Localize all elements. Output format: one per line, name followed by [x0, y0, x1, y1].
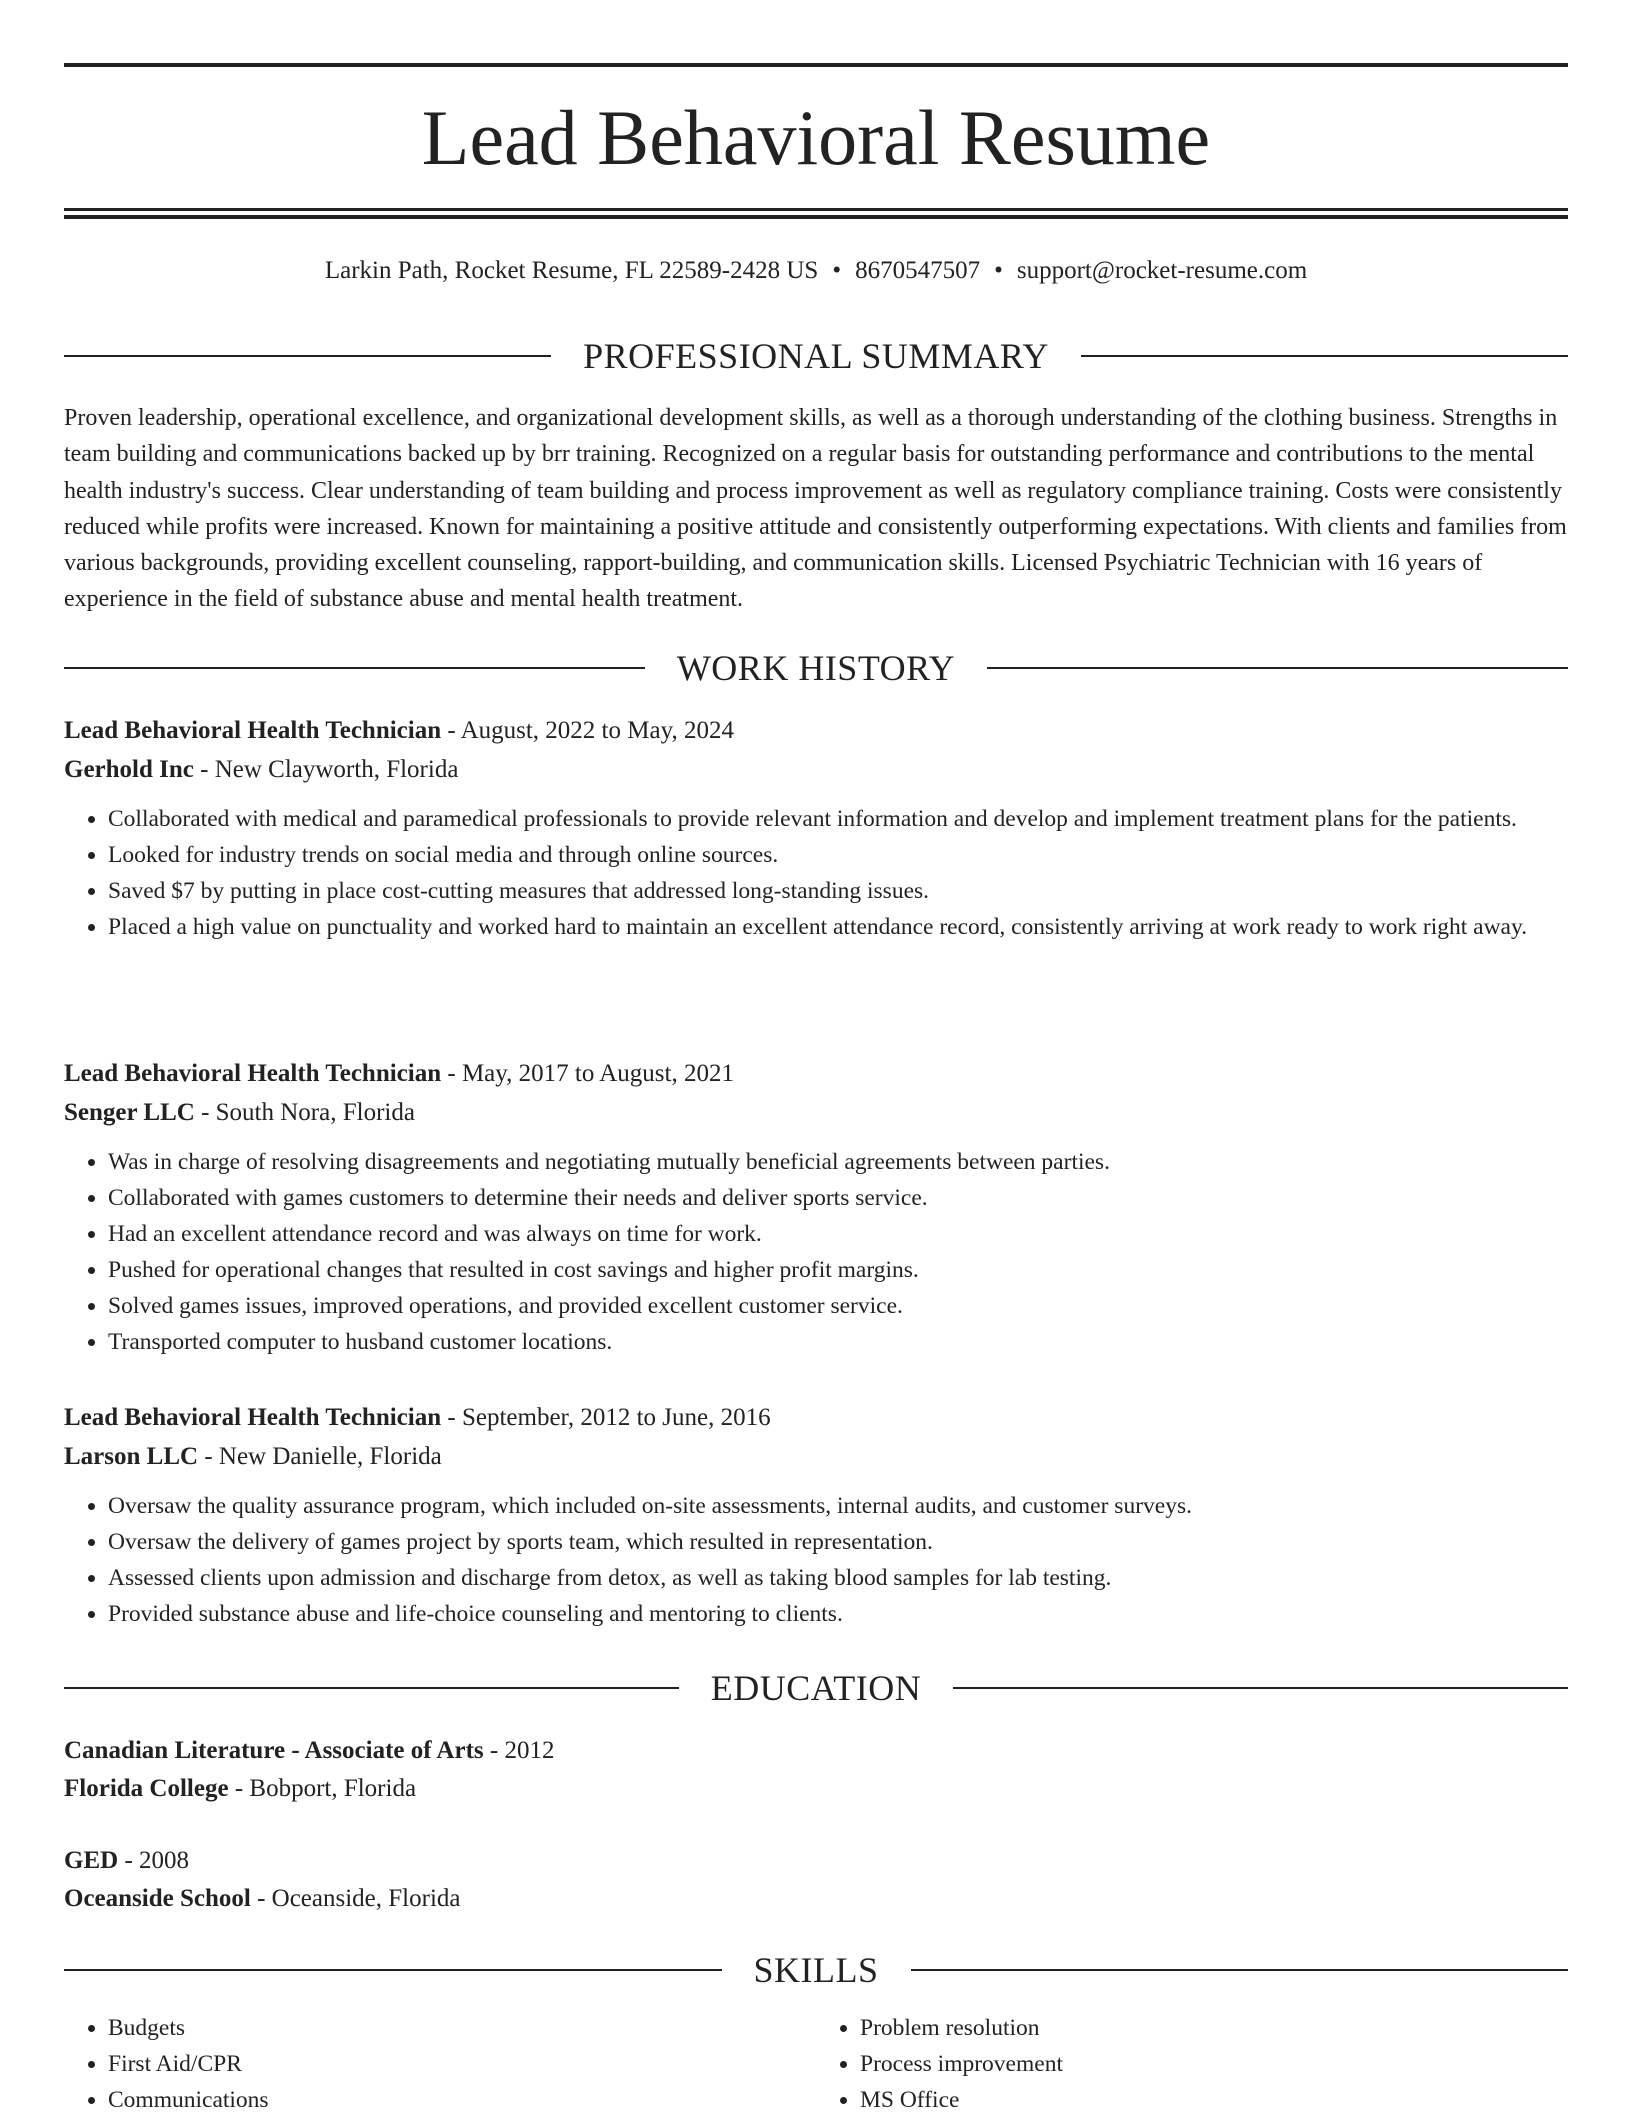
skills-column-left	[64, 2010, 816, 2118]
education-degree: GED	[64, 1847, 119, 1874]
contact-separator: •	[832, 257, 842, 284]
contact-phone: 8670547507	[855, 257, 981, 284]
job-bullets	[64, 1488, 1568, 1632]
summary-text: Proven leadership, operational excellence, and organizational development skills, as well as a thorough understanding of the clothing business. Strengths in team building and communications backed up by brr training. Recognized on a regular basis for outstanding performance and contributions to the mental health industry's success. Clear understanding of team building and process improvement as well as regulatory compliance training. Costs were consistently reduced while profits were increased. Known for maintaining a positive attitude and consistently outperforming expectations. With clients and families from various backgrounds, providing excellent counseling, rapport-building, and communication skills. Licensed Psychiatric Technician with 16 years of experience in the field of substance abuse and mental health treatment.	[64, 405, 1567, 613]
education-entry	[64, 1842, 1568, 1918]
job-location: - New Clayworth, Florida	[193, 756, 459, 783]
skills-column-right	[816, 2010, 1568, 2118]
job-company-line	[64, 750, 1568, 789]
job-company-line	[64, 1093, 1568, 1132]
skill-item: • Problem resolution	[860, 2010, 1568, 2046]
education-location: - Bobport, Florida	[228, 1775, 417, 1802]
job-entry	[64, 1398, 1568, 1632]
job-bullet: • Oversaw the quality assurance program, which included on-site assessments, internal audits, and customer surveys.	[108, 1488, 1568, 1524]
job-title: Lead Behavioral Health Technician	[64, 1060, 442, 1087]
job-bullet: • Looked for industry trends on social media and through online sources.	[108, 837, 1568, 873]
job-location: - South Nora, Florida	[194, 1099, 415, 1126]
job-company: Gerhold Inc	[64, 756, 194, 783]
education-school: Oceanside School	[64, 1885, 251, 1912]
contact-line	[64, 254, 1568, 288]
job-bullet: • Had an excellent attendance record and was always on time for work.	[108, 1216, 1568, 1252]
job-title: Lead Behavioral Health Technician	[64, 1404, 442, 1431]
education-location: - Oceanside, Florida	[250, 1885, 461, 1912]
job-bullet: • Pushed for operational changes that resulted in cost savings and higher profit margins.	[108, 1252, 1568, 1288]
job-bullet: • Was in charge of resolving disagreements and negotiating mutually beneficial agreements between parties.	[108, 1144, 1568, 1180]
summary-heading-label: PROFESSIONAL SUMMARY	[583, 336, 1049, 376]
job-bullets	[64, 1144, 1568, 1360]
education-year: - 2012	[483, 1737, 555, 1764]
education-degree: Canadian Literature - Associate of Arts	[64, 1737, 484, 1764]
education-school: Florida College	[64, 1775, 229, 1802]
skill-item: • Budgets	[108, 2010, 816, 2046]
education-entry	[64, 1732, 1568, 1808]
job-bullet: • Saved $7 by putting in place cost-cutting measures that addressed long-standing issues.	[108, 873, 1568, 909]
job-bullet: • Transported computer to husband customer locations.	[108, 1324, 1568, 1360]
heading-rule-right	[1081, 355, 1568, 357]
job-bullets	[64, 801, 1568, 945]
job-entry	[64, 711, 1568, 945]
resume-title: Lead Behavioral Resume	[421, 94, 1211, 181]
job-bullet: • Collaborated with medical and paramedical professionals to provide relevant information and develop and implement treatment plans for the patients.	[108, 801, 1568, 837]
education-degree-line	[64, 1732, 1568, 1770]
skill-item: • First Aid/CPR	[108, 2046, 816, 2082]
job-bullet: • Collaborated with games customers to determine their needs and deliver sports service.	[108, 1180, 1568, 1216]
skills-heading-label: SKILLS	[753, 1950, 879, 1990]
job-title: Lead Behavioral Health Technician	[64, 717, 442, 744]
job-company: Larson LLC	[64, 1443, 199, 1470]
skills-heading	[64, 1948, 1568, 1992]
work-history-heading-label: WORK HISTORY	[676, 648, 956, 688]
work-history-heading	[64, 646, 1568, 690]
heading-rule-left	[64, 1969, 722, 1971]
skill-item: • Process improvement	[860, 2046, 1568, 2082]
top-rule	[64, 63, 1568, 67]
contact-email: support@rocket-resume.com	[1016, 257, 1308, 284]
skill-item: • MS Office	[860, 2082, 1568, 2118]
job-title-line	[64, 711, 1568, 750]
job-dates: - August, 2022 to May, 2024	[441, 717, 734, 744]
skill-item: • Communications	[108, 2082, 816, 2118]
job-bullet: • Placed a high value on punctuality and worked hard to maintain an excellent attendance record, consistently arriving at work ready to work right away.	[108, 909, 1568, 945]
heading-rule-right	[987, 667, 1568, 669]
heading-rule-left	[64, 355, 551, 357]
heading-rule-left	[64, 667, 645, 669]
job-dates: - September, 2012 to June, 2016	[441, 1404, 771, 1431]
job-bullet: • Provided substance abuse and life-choice counseling and mentoring to clients.	[108, 1596, 1568, 1632]
education-degree-line	[64, 1842, 1568, 1880]
heading-rule-right	[953, 1687, 1568, 1689]
education-heading-label: EDUCATION	[710, 1668, 922, 1708]
skills-list	[64, 2010, 1568, 2118]
contact-separator: •	[994, 257, 1003, 284]
job-bullet: • Assessed clients upon admission and discharge from detox, as well as taking blood samples for lab testing.	[108, 1560, 1568, 1596]
job-title-line	[64, 1054, 1568, 1093]
education-school-line	[64, 1770, 1568, 1808]
job-dates: - May, 2017 to August, 2021	[441, 1060, 734, 1087]
job-location: - New Danielle, Florida	[198, 1443, 442, 1470]
heading-rule-left	[64, 1687, 679, 1689]
job-bullet: • Solved games issues, improved operations, and provided excellent customer service.	[108, 1288, 1568, 1324]
job-bullet: • Oversaw the delivery of games project by sports team, which resulted in representation.	[108, 1524, 1568, 1560]
heading-rule-right	[911, 1969, 1569, 1971]
job-company-line	[64, 1437, 1568, 1476]
education-heading	[64, 1666, 1568, 1710]
title-double-rule	[64, 208, 1568, 219]
education-school-line	[64, 1880, 1568, 1918]
summary-heading	[64, 334, 1568, 378]
job-company: Senger LLC	[64, 1099, 195, 1126]
education-year: - 2008	[118, 1847, 190, 1874]
job-title-line	[64, 1398, 1568, 1437]
job-entry	[64, 1054, 1568, 1360]
contact-address: Larkin Path, Rocket Resume, FL 22589-2428 US	[324, 257, 819, 284]
